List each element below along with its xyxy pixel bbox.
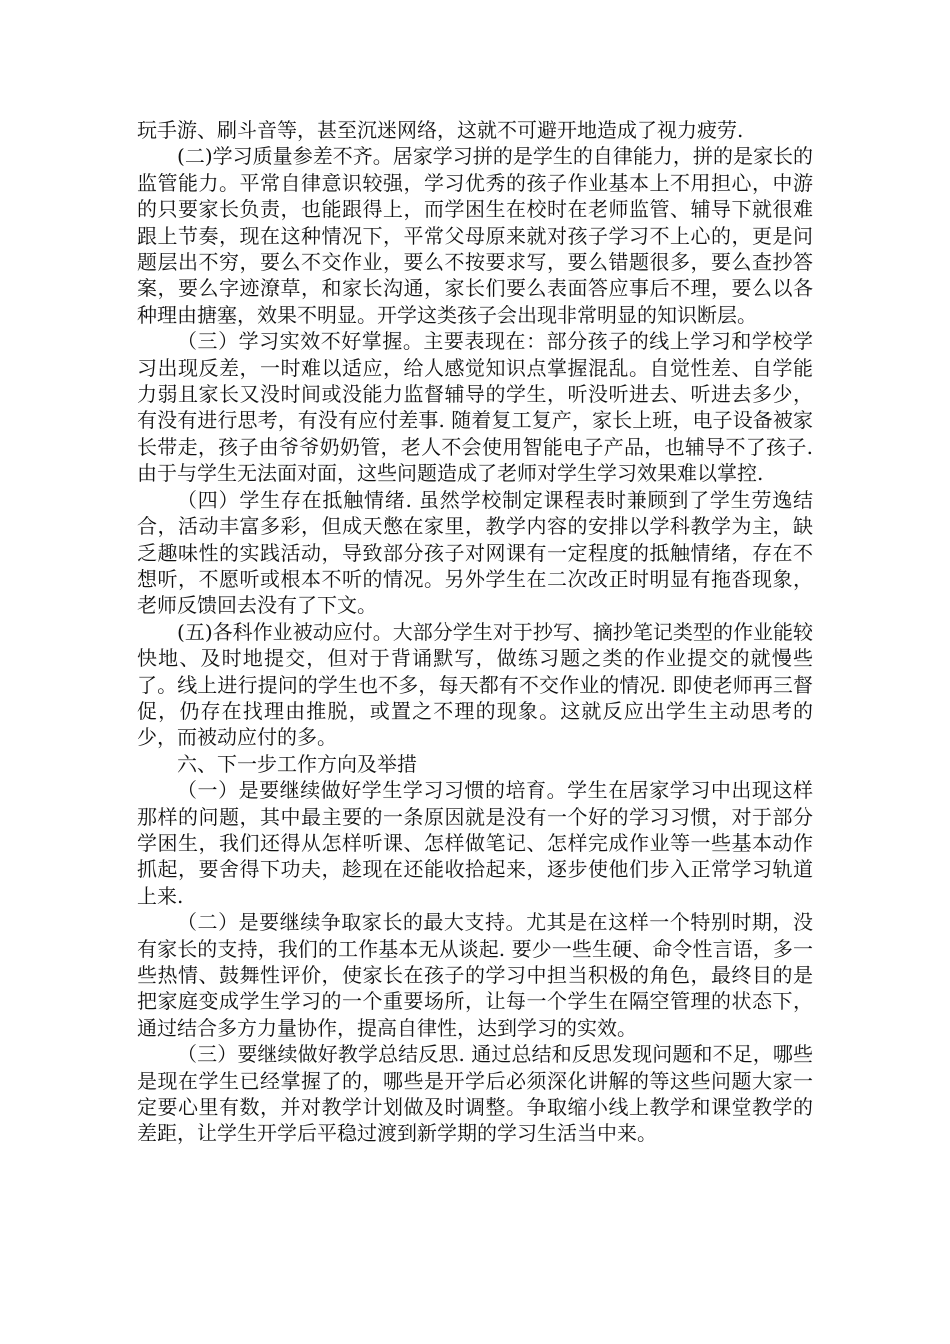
section-heading-next-steps: 六、下一步工作方向及举措: [177, 751, 417, 776]
paragraph-teaching-reflection: （三）要继续做好教学总结反思. 通过总结和反思发现问题和不足，哪些是现在学生已经掌握了的，哪些是开学后必须深化讲解的等这些问题大家一定要心里有数，并对教学计划做及时调整。争取缩小线上教学和课堂教学的差距，让学生开学后平稳过渡到新学期的学习生活当中来。: [137, 1042, 813, 1146]
document-body: [137, 117, 813, 1147]
paragraph-continuation: 玩手游、刷斗音等，甚至沉迷网络，这就不可避开地造成了视力疲劳.: [137, 118, 744, 142]
paragraph-study-habits: （一）是要继续做好学生学习习惯的培育。学生在居家学习中出现这样那样的问题，其中最主要的一条原因就是没有一个好的学习习惯，对于部分学困生，我们还得从怎样听课、怎样做笔记、怎样完成作业等一些基本动作抓起，要舍得下功夫，趁现在还能收拾起来，逐步使他们步入正常学习轨道上来.: [137, 778, 813, 908]
paragraph-passive-homework: (五)各科作业被动应付。大部分学生对于抄写、摘抄笔记类型的作业能较快地、及时地提交，但对于背诵默写，做练习题之类的作业提交的就慢些了。线上进行提问的学生也不多，每天都有不交作业的情况. 即使老师再三督促，仍存在找理由推脱，或置之不理的现象。这就反应出学生主动思考的少，而被动应付的多。: [137, 619, 813, 750]
paragraph-learning-effectiveness: （三）学习实效不好掌握。主要表现在：部分孩子的线上学习和学校学习出现反差，一时难以适应，给人感觉知识点掌握混乱。自觉性差、自学能力弱且家长又没时间或没能力监督辅导的学生，听没听进去、听进去多少，有没有进行思考，有没有应付差事. 随着复工复产，家长上班，电子设备被家长带走，孩子由爷爷奶奶管，老人不会使用智能电子产品，也辅导不了孩子. 由于与学生无法面对面，这些问题造成了老师对学生学习效果难以掌控.: [137, 329, 813, 486]
paragraph-student-resistance: （四）学生存在抵触情绪. 虽然学校制定课程表时兼顾到了学生劳逸结合，活动丰富多彩，但成天憋在家里，教学内容的安排以学科教学为主，缺乏趣味性的实践活动，导致部分孩子对网课有一定程度的抵触情绪，存在不想听，不愿听或根本不听的情况。另外学生在二次改正时明显有拖沓现象，老师反馈回去没有了下文。: [137, 487, 813, 618]
paragraph-learning-quality: (二)学习质量参差不齐。居家学习拼的是学生的自律能力，拼的是家长的监管能力。平常自律意识较强，学习优秀的孩子作业基本上不用担心，中游的只要家长负责，也能跟得上，而学困生在校时在老师监管、辅导下就很难跟上节奏，现在这种情况下，平常父母原来就对孩子学习不上心的，更是问题层出不穷，要么不交作业，要么不按要求写，要么错题很多，要么查抄答案，要么字迹潦草，和家长沟通，家长们要么表面答应事后不理，要么以各种理由搪塞，效果不明显。开学这类孩子会出现非常明显的知识断层。: [137, 144, 813, 327]
paragraph-parent-support: （二）是要继续争取家长的最大支持。尤其是在这样一个特别时期，没有家长的支持，我们的工作基本无从谈起. 要少一些生硬、命令性言语，多一些热情、鼓舞性评价，使家长在孩子的学习中担当积极的角色，最终目的是把家庭变成学生学习的一个重要场所，让每一个学生在隔空管理的状态下，通过结合多方力量协作，提高自律性，达到学习的实效。: [137, 910, 813, 1040]
